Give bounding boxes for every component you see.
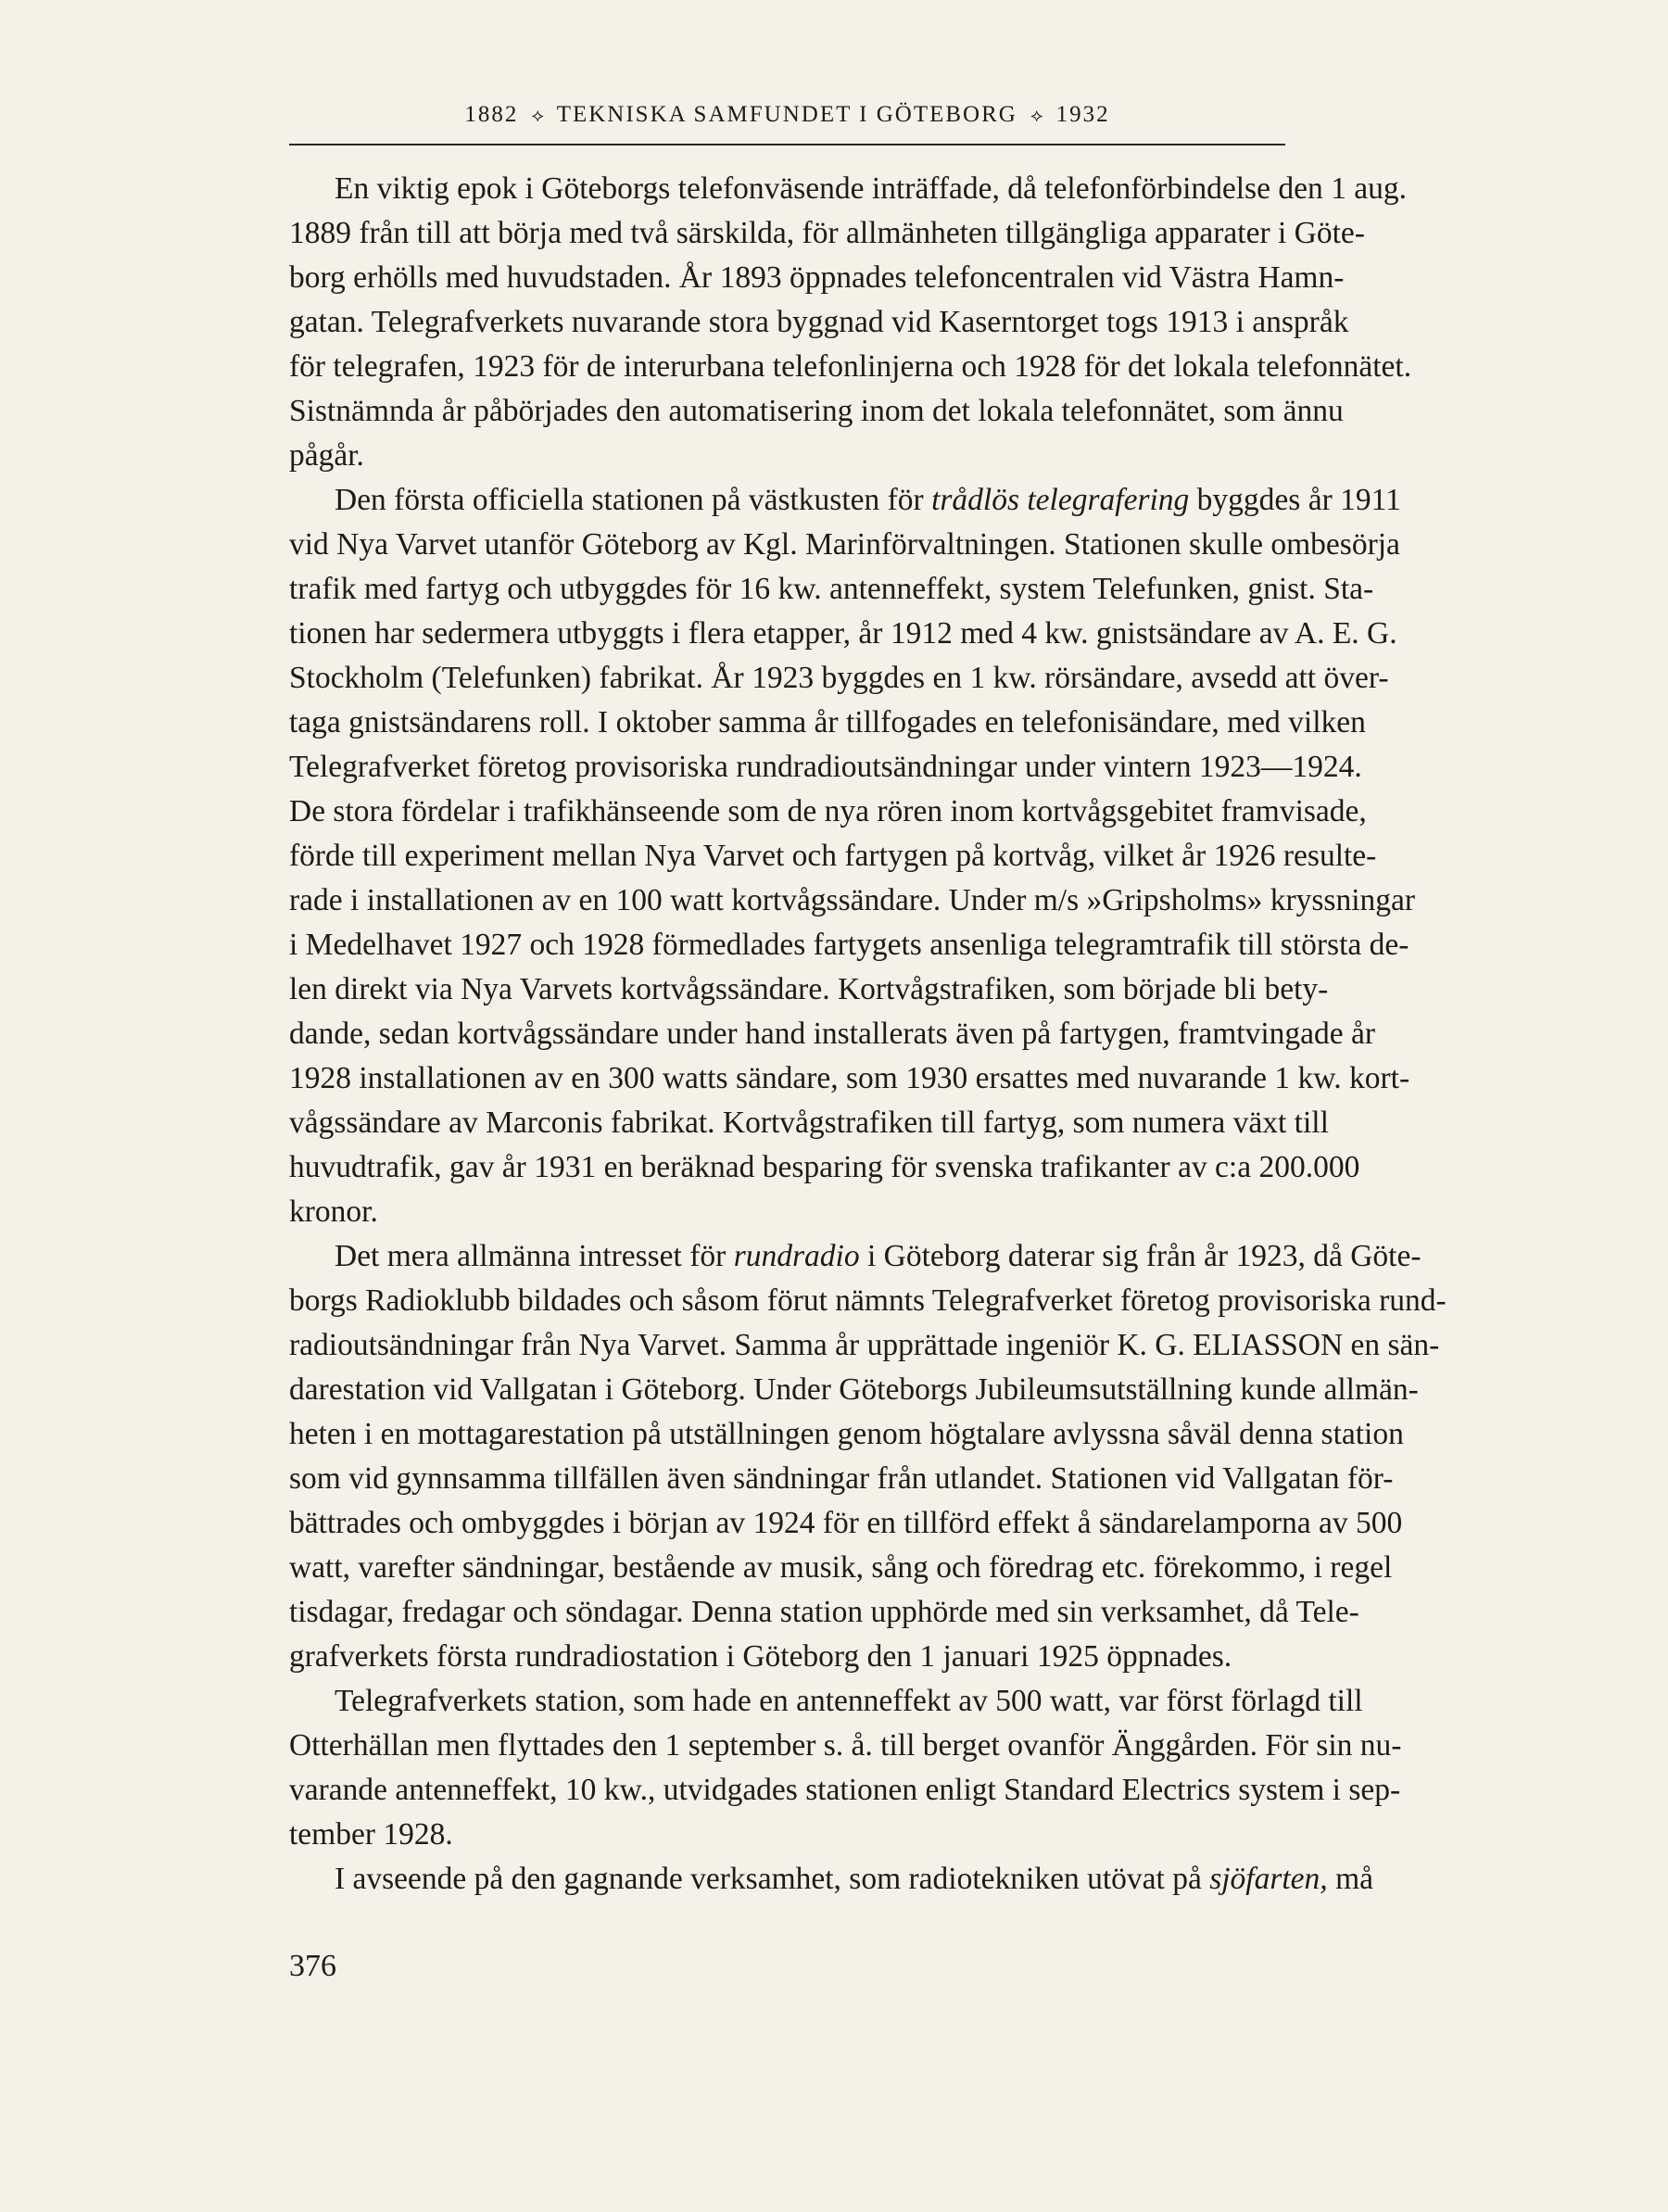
page-number: 376 bbox=[289, 1949, 336, 1983]
text-segment: i Göteborg daterar sig från år 1923, då Göte- bbox=[859, 1239, 1422, 1273]
text-segment: Det mera allmänna intresset för bbox=[335, 1239, 734, 1273]
text-line: kronor. bbox=[289, 1194, 378, 1229]
text-line: len direkt via Nya Varvets kortvågssändare. Kortvågstrafiken, som började bli bety- bbox=[289, 972, 1329, 1006]
paragraph bbox=[289, 167, 1412, 478]
text-line: De stora fördelar i trafikhänseende som de nya rören inom kortvågsgebitet framvisade, bbox=[289, 794, 1367, 828]
text-line: En viktig epok i Göteborgs telefonväsende inträffade, då telefonförbindelse den 1 aug. bbox=[335, 171, 1407, 206]
text-line: i Medelhavet 1927 och 1928 förmedlades fartygets ansenliga telegramtrafik till största de- bbox=[289, 928, 1409, 962]
paragraph bbox=[289, 1679, 1402, 1857]
text-line: 1889 från till att börja med två särskilda, för allmänheten tillgängliga apparater i Göte- bbox=[289, 216, 1365, 250]
text-line: radioutsändningar från Nya Varvet. Samma år upprättade ingeniör K. G. ELIASSON en sän- bbox=[289, 1328, 1440, 1362]
text-line: varande antenneffekt, 10 kw., utvidgades stationen enligt Standard Electrics system i sep- bbox=[289, 1773, 1401, 1807]
text-segment: må bbox=[1327, 1862, 1373, 1896]
text-line: vid Nya Varvet utanför Göteborg av Kgl. Marinförvaltningen. Stationen skulle ombesörja bbox=[289, 527, 1400, 562]
running-head bbox=[289, 102, 1285, 128]
text-line: tionen har sedermera utbyggts i flera etapper, år 1912 med 4 kw. gnistsändare av A. E. G. bbox=[289, 616, 1397, 651]
header-separator-right: ⟡ bbox=[1030, 106, 1043, 126]
header-rule bbox=[289, 144, 1285, 145]
italic-term: trådlös telegrafering bbox=[931, 483, 1190, 517]
text-segment: I avseende på den gagnande verksamhet, som radiotekniken utövat på bbox=[335, 1862, 1210, 1896]
text-line: vågssändare av Marconis fabrikat. Kortvågstrafiken till fartyg, som numera växt till bbox=[289, 1106, 1329, 1140]
text-line: bättrades och ombyggdes i början av 1924 för en tillförd effekt å sändarelamporna av 500 bbox=[289, 1506, 1403, 1540]
text-line: huvudtrafik, gav år 1931 en beräknad besparing för svenska trafikanter av c:a 200.000 bbox=[289, 1150, 1360, 1184]
text-line: pågår. bbox=[289, 438, 364, 473]
text-segment: byggdes år 1911 bbox=[1189, 483, 1401, 517]
text-line: darestation vid Vallgatan i Göteborg. Under Göteborgs Jubileumsutställning kunde allmän- bbox=[289, 1372, 1419, 1407]
paragraph bbox=[289, 478, 1416, 1234]
paragraph bbox=[289, 1234, 1447, 1679]
text-line: Telegrafverkets station, som hade en antenneffekt av 500 watt, var först förlagd till bbox=[335, 1684, 1363, 1718]
text-line: watt, varefter sändningar, bestående av musik, sång och föredrag etc. förekommo, i regel bbox=[289, 1550, 1393, 1585]
text-line: förde till experiment mellan Nya Varvet och fartygen på kortvåg, vilket år 1926 resulte- bbox=[289, 839, 1377, 873]
text-line bbox=[289, 478, 1401, 523]
header-right-year: 1932 bbox=[1055, 102, 1110, 127]
text-line: för telegrafen, 1923 för de interurbana telefonlinjerna och 1928 för det lokala telefonnätet. bbox=[289, 349, 1412, 384]
italic-term: sjöfarten, bbox=[1209, 1862, 1328, 1896]
text-line: rade i installationen av en 100 watt kortvågssändare. Under m/s »Gripsholms» kryssningar bbox=[289, 883, 1416, 917]
header-separator-left: ⟡ bbox=[531, 106, 544, 126]
text-line bbox=[289, 1234, 1422, 1279]
text-line: som vid gynnsamma tillfällen även sändningar från utlandet. Stationen vid Vallgatan för- bbox=[289, 1461, 1394, 1496]
text-segment: Den första officiella stationen på västkusten för bbox=[335, 483, 932, 517]
text-line: dande, sedan kortvågssändare under hand installerats även på fartygen, framtvingade år bbox=[289, 1017, 1376, 1051]
text-line: trafik med fartyg och utbyggdes för 16 kw. antenneffekt, system Telefunken, gnist. Sta- bbox=[289, 572, 1374, 606]
header-title: TEKNISKA SAMFUNDET I GÖTEBORG bbox=[556, 102, 1017, 127]
text-line: heten i en mottagarestation på utställningen genom högtalare avlyssna såväl denna station bbox=[289, 1417, 1404, 1451]
body-text bbox=[289, 167, 1447, 1902]
text-line: Otterhällan men flyttades den 1 september s. å. till berget ovanför Änggården. För sin nu- bbox=[289, 1728, 1402, 1763]
text-line: Sistnämnda år påbörjades den automatisering inom det lokala telefonnätet, som ännu bbox=[289, 394, 1344, 428]
text-line: grafverkets första rundradiostation i Göteborg den 1 januari 1925 öppnades. bbox=[289, 1639, 1232, 1674]
text-line: Telegrafverket företog provisoriska rundradioutsändningar under vintern 1923—1924. bbox=[289, 750, 1362, 784]
paragraph bbox=[289, 1857, 1373, 1902]
italic-term: rundradio bbox=[733, 1239, 860, 1273]
text-line: tember 1928. bbox=[289, 1817, 453, 1852]
text-line: borgs Radioklubb bildades och såsom förut nämnts Telegrafverket företog provisoriska rund- bbox=[289, 1283, 1447, 1318]
text-line: tisdagar, fredagar och söndagar. Denna station upphörde med sin verksamhet, då Tele- bbox=[289, 1595, 1359, 1629]
text-line: borg erhölls med huvudstaden. År 1893 öppnades telefoncentralen vid Västra Hamn- bbox=[289, 260, 1345, 295]
header-left-year: 1882 bbox=[464, 102, 519, 127]
text-line bbox=[289, 1857, 1373, 1902]
text-line: 1928 installationen av en 300 watts sändare, som 1930 ersattes med nuvarande 1 kw. kort- bbox=[289, 1061, 1410, 1095]
text-line: taga gnistsändarens roll. I oktober samma år tillfogades en telefonisändare, med vilken bbox=[289, 705, 1366, 739]
text-line: gatan. Telegrafverkets nuvarande stora byggnad vid Kaserntorget togs 1913 i anspråk bbox=[289, 305, 1349, 339]
text-line: Stockholm (Telefunken) fabrikat. År 1923 byggdes en 1 kw. rörsändare, avsedd att över- bbox=[289, 661, 1389, 695]
